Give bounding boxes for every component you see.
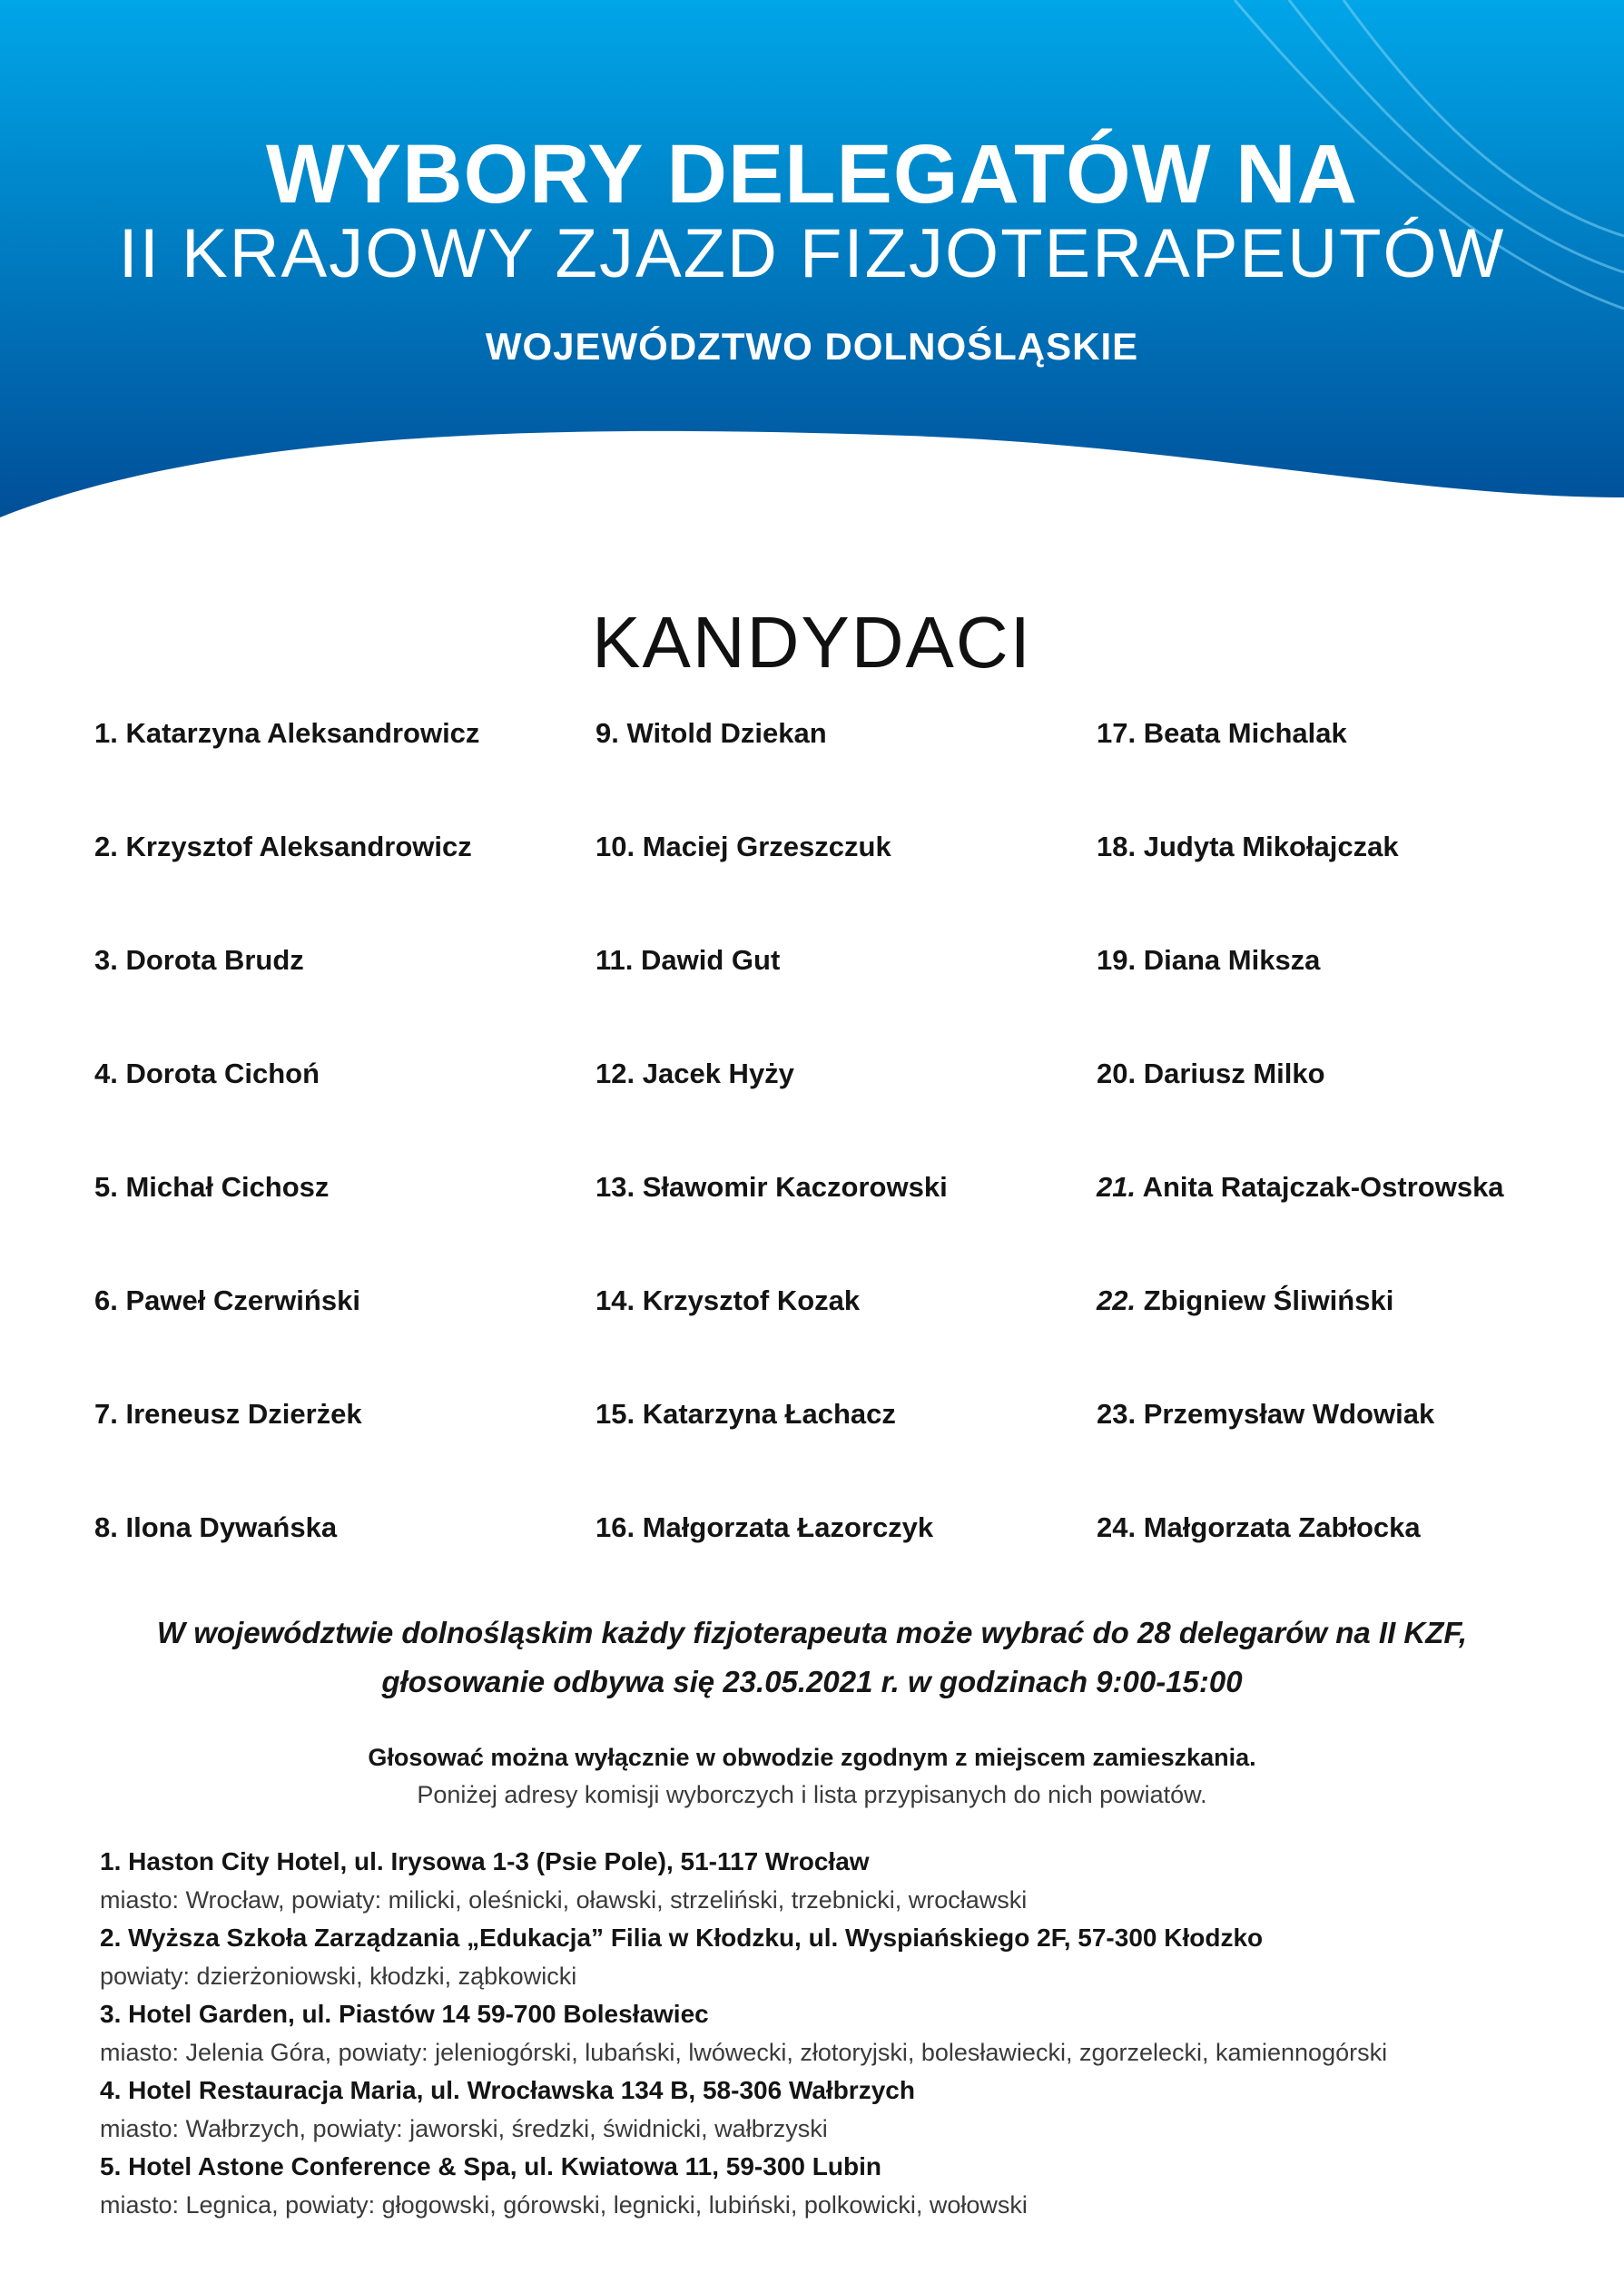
candidate-item: 20. Dariusz Milko	[1097, 1058, 1325, 1089]
candidate-item: 24. Małgorzata Zabłocka	[1097, 1511, 1421, 1543]
commission-item	[100, 2071, 1589, 2148]
candidate-item: 1. Katarzyna Aleksandrowicz	[94, 717, 480, 749]
info-line-2: Poniżej adresy komisji wyborczych i lista przypisanych do nich powiatów.	[417, 1781, 1207, 1808]
candidate-item: 3. Dorota Brudz	[94, 944, 304, 976]
commission-areas: miasto: Wałbrzych, powiaty: jaworski, średzki, świdnicki, wałbrzyski	[100, 2115, 828, 2142]
candidate-item: 16. Małgorzata Łazorczyk	[595, 1511, 934, 1543]
candidate-item: 5. Michał Cichosz	[94, 1171, 330, 1203]
voting-notice-line-1: W województwie dolnośląskim każdy fizjoterapeuta może wybrać do 28 delegarów na II KZF,	[156, 1616, 1468, 1649]
commission-areas: miasto: Jelenia Góra, powiaty: jeleniogórski, lubański, lwówecki, złotoryjski, bolesławiecki, zgorzelecki, kamiennogórski	[100, 2039, 1388, 2066]
title-line-1: WYBORY DELEGATÓW NA	[265, 128, 1359, 221]
candidate-item: 23. Przemysław Wdowiak	[1097, 1398, 1435, 1430]
commission-item	[100, 1843, 1589, 1919]
candidate-item: 14. Krzysztof Kozak	[595, 1284, 861, 1316]
candidate-item: 15. Katarzyna Łachacz	[595, 1398, 896, 1430]
candidate-item: 13. Sławomir Kaczorowski	[595, 1171, 948, 1203]
candidate-item: 4. Dorota Cichoń	[94, 1058, 320, 1089]
candidate-item: 21. Anita Ratajczak-Ostrowska	[1097, 1171, 1504, 1203]
commission-item	[100, 2148, 1589, 2224]
commission-areas: miasto: Wrocław, powiaty: milicki, oleśnicki, oławski, strzeliński, trzebnicki, wrocławski	[100, 1886, 1028, 1914]
candidate-item: 2. Krzysztof Aleksandrowicz	[94, 831, 472, 862]
candidate-item: 10. Maciej Grzeszczuk	[595, 831, 891, 862]
commission-address: 1. Haston City Hotel, ul. Irysowa 1-3 (Psie Pole), 51-117 Wrocław	[100, 1847, 870, 1875]
commission-address: 4. Hotel Restauracja Maria, ul. Wrocławska 134 B, 58-306 Wałbrzych	[100, 2076, 915, 2104]
candidates-list	[0, 717, 1624, 1552]
candidate-item: 6. Paweł Czerwiński	[94, 1284, 360, 1316]
candidate-item: 22. Zbigniew Śliwiński	[1097, 1284, 1394, 1316]
candidate-item: 18. Judyta Mikołajczak	[1097, 831, 1399, 862]
commission-areas: miasto: Legnica, powiaty: głogowski, górowski, legnicki, lubiński, polkowicki, wołowski	[100, 2191, 1028, 2219]
info-line-1: Głosować można wyłącznie w obwodzie zgodnym z miejscem zamieszkania.	[368, 1744, 1256, 1771]
candidate-item: 7. Ireneusz Dzierżek	[94, 1398, 362, 1430]
candidate-item: 11. Dawid Gut	[595, 944, 781, 976]
candidate-item: 12. Jacek Hyży	[595, 1058, 794, 1089]
commission-address: 3. Hotel Garden, ul. Piastów 14 59-700 Bolesławiec	[100, 2000, 709, 2028]
title-line-3-voivodeship: WOJEWÓDZTWO DOLNOŚLĄSKIE	[485, 325, 1139, 368]
commission-item	[100, 1919, 1589, 1995]
commission-address: 2. Wyższa Szkoła Zarządzania „Edukacja” Filia w Kłodzku, ul. Wyspiańskiego 2F, 57-300 Kłodzko	[100, 1924, 1264, 1952]
commission-item	[100, 1995, 1589, 2071]
candidate-item: 19. Diana Miksza	[1097, 944, 1321, 976]
title-line-2: II KRAJOWY ZJAZD FIZJOTERAPEUTÓW	[118, 215, 1506, 292]
voting-notice-line-2: głosowanie odbywa się 23.05.2021 r. w godzinach 9:00-15:00	[381, 1665, 1243, 1698]
commission-areas: powiaty: dzierżoniowski, kłodzki, ząbkowicki	[100, 1963, 577, 1990]
candidate-item: 8. Ilona Dywańska	[94, 1511, 338, 1543]
commission-address: 5. Hotel Astone Conference & Spa, ul. Kwiatowa 11, 59-300 Lubin	[100, 2152, 881, 2180]
candidate-item: 17. Beata Michalak	[1097, 717, 1347, 749]
candidates-heading: KANDYDACI	[592, 602, 1032, 683]
candidate-item: 9. Witold Dziekan	[595, 717, 827, 749]
